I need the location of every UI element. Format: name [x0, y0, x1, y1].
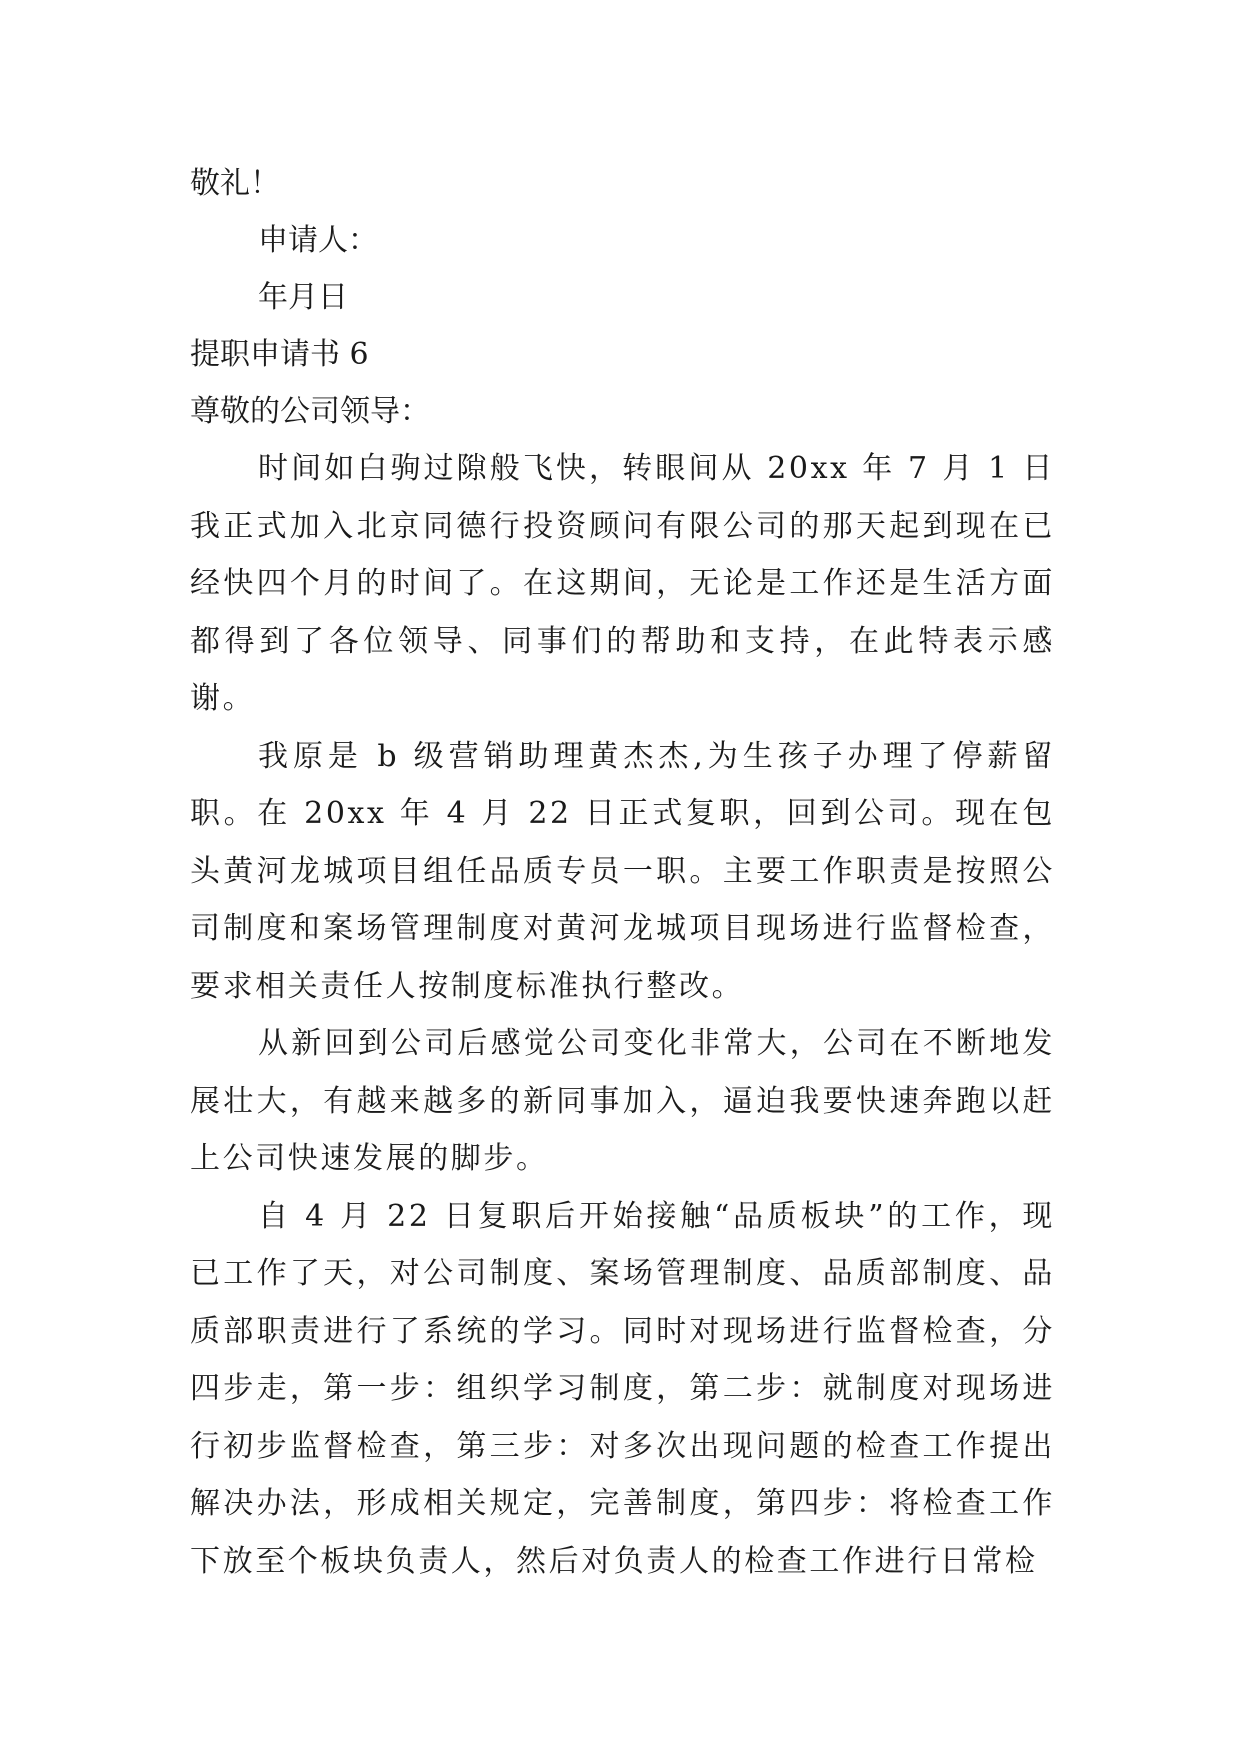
- applicant-label: 申请人：: [258, 223, 378, 258]
- body-paragraph-3: 从新回到公司后感觉公司变化非常大，公司在不断地发展壮大，有越来越多的新同事加入，逼迫我要快速奔跑以赶上公司快速发展的脚步。: [190, 1026, 1055, 1176]
- salutation: 尊敬的公司领导：: [190, 394, 430, 429]
- body-paragraph-2: 我原是 b 级营销助理黄杰杰,为生孩子办理了停薪留职。在 20xx 年 4 月 22 日正式复职，回到公司。现在包头黄河龙城项目组任品质专员一职。主要工作职责是按照公司制度和案场管理制度对黄河龙城项目现场进行监督检查，要求相关责任人按制度标准执行整改。: [190, 738, 1055, 1004]
- body-paragraph-4: 自 4 月 22 日复职后开始接触“品质板块”的工作，现已工作了天，对公司制度、案场管理制度、品质部制度、品质部职责进行了系统的学习。同时对现场进行监督检查，分四步走，第一步：组织学习制度，第二步：就制度对现场进行初步监督检查，第三步：对多次出现问题的检查工作提出解决办法，形成相关规定，完善制度，第四步：将检查工作下放至个板块负责人，然后对负责人的检查工作进行日常检: [190, 1198, 1055, 1579]
- section-title: 提职申请书 6: [190, 337, 369, 372]
- closing-line: 敬礼！: [190, 166, 280, 201]
- body-paragraph-1: 时间如白驹过隙般飞快，转眼间从 20xx 年 7 月 1 日我正式加入北京同德行投资顾问有限公司的那天起到现在已经快四个月的时间了。在这期间，无论是工作还是生活方面都得到了各位领导、同事们的帮助和支持，在此特表示感谢。: [190, 451, 1055, 716]
- date-label: 年月日: [258, 280, 348, 315]
- document-page: [190, 155, 1055, 1590]
